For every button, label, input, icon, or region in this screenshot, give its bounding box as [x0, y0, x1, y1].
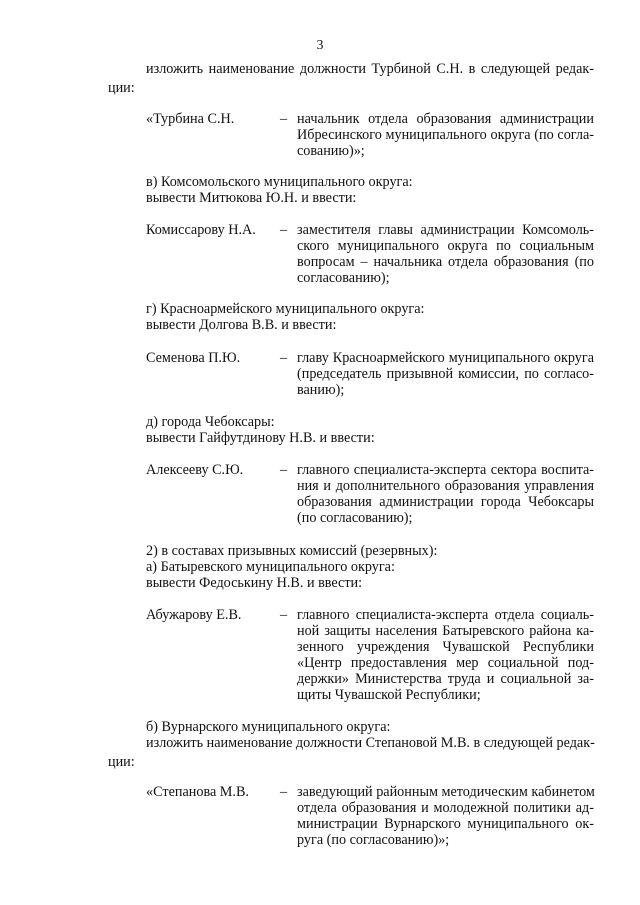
paragraph-intro-line: изложить наименование должности Степановой М.В. в следующей редак-: [146, 735, 595, 751]
entry-name: Семенова П.Ю.: [146, 350, 241, 366]
entry-line: руга (по согласованию)»;: [297, 832, 450, 848]
entry-description: [297, 111, 594, 159]
entry-name: «Степанова М.В.: [146, 784, 249, 800]
section-action: вывести Митюкова Ю.Н. и ввести:: [146, 190, 357, 206]
entry-line: «Центр предоставления мер социальной под-: [297, 655, 594, 671]
entry-dash: –: [280, 607, 288, 623]
entry-line: отдела образования и молодежной политики ад-: [297, 800, 594, 816]
section-heading: 2) в составах призывных комиссий (резервных):: [146, 543, 438, 559]
entry-line: заместителя главы администрации Комсомоль-: [297, 222, 594, 238]
entry-name: Комиссарову Н.А.: [146, 222, 256, 238]
entry-description: [297, 222, 594, 286]
paragraph-intro-continuation: ции:: [108, 80, 135, 96]
section-action: вывести Федоськину Н.В. и ввести:: [146, 575, 363, 591]
entry-description: [297, 350, 594, 398]
entry-line: ной защиты населения Батыревского района ка-: [297, 623, 594, 639]
entry-line: согласованию);: [297, 270, 390, 286]
section-heading: д) города Чебоксары:: [146, 414, 275, 430]
section-heading: в) Комсомольского муниципального округа:: [146, 174, 413, 190]
entry-line: заведующий районным методическим кабинетом: [297, 784, 595, 800]
entry-description: [297, 784, 594, 848]
page-number: 3: [316, 38, 324, 53]
section-heading: а) Батыревского муниципального округа:: [146, 559, 395, 575]
section-action: вывести Долгова В.В. и ввести:: [146, 317, 337, 333]
entry-line: ния и дополнительного образования управления: [297, 478, 594, 494]
paragraph-intro-continuation: ции:: [108, 754, 135, 770]
section-heading: б) Вурнарского муниципального округа:: [146, 719, 391, 735]
entry-line: главу Красноармейского муниципального округа: [297, 350, 594, 366]
entry-dash: –: [280, 350, 288, 366]
entry-line: сованию)»;: [297, 143, 365, 159]
entry-description: [297, 607, 594, 703]
entry-line: (председатель призывной комиссии, по согласо-: [297, 366, 594, 382]
entry-line: Ибресинского муниципального округа (по согла-: [297, 127, 594, 143]
entry-line: ванию);: [297, 382, 345, 398]
entry-line: щиты Чувашской Республики;: [297, 687, 481, 703]
entry-dash: –: [280, 462, 288, 478]
entry-name: Абужарову Е.В.: [146, 607, 242, 623]
entry-line: образования администрации города Чебоксары: [297, 494, 594, 510]
entry-line: главного специалиста-эксперта сектора воспита-: [297, 462, 594, 478]
entry-dash: –: [280, 111, 288, 127]
entry-line: начальник отдела образования администрации: [297, 111, 594, 127]
entry-dash: –: [280, 784, 288, 800]
entry-name: «Турбина С.Н.: [146, 111, 235, 127]
entry-line: вопросам – начальника отдела образования (по: [297, 254, 594, 270]
entry-line: держки» Министерства труда и социальной за-: [297, 671, 594, 687]
entry-name: Алексееву С.Ю.: [146, 462, 244, 478]
section-action: вывести Гайфутдинову Н.В. и ввести:: [146, 430, 375, 446]
entry-description: [297, 462, 594, 526]
paragraph-intro-line: изложить наименование должности Турбиной С.Н. в следующей редак-: [146, 61, 594, 77]
entry-line: (по согласованию);: [297, 510, 413, 526]
entry-dash: –: [280, 222, 288, 238]
entry-line: министрации Вурнарского муниципального ок-: [297, 816, 594, 832]
entry-line: ского муниципального округа по социальным: [297, 238, 594, 254]
entry-line: зенного учреждения Чувашской Республики: [297, 639, 594, 655]
entry-line: главного специалиста-эксперта отдела социаль-: [297, 607, 594, 623]
section-heading: г) Красноармейского муниципального округа:: [146, 301, 425, 317]
